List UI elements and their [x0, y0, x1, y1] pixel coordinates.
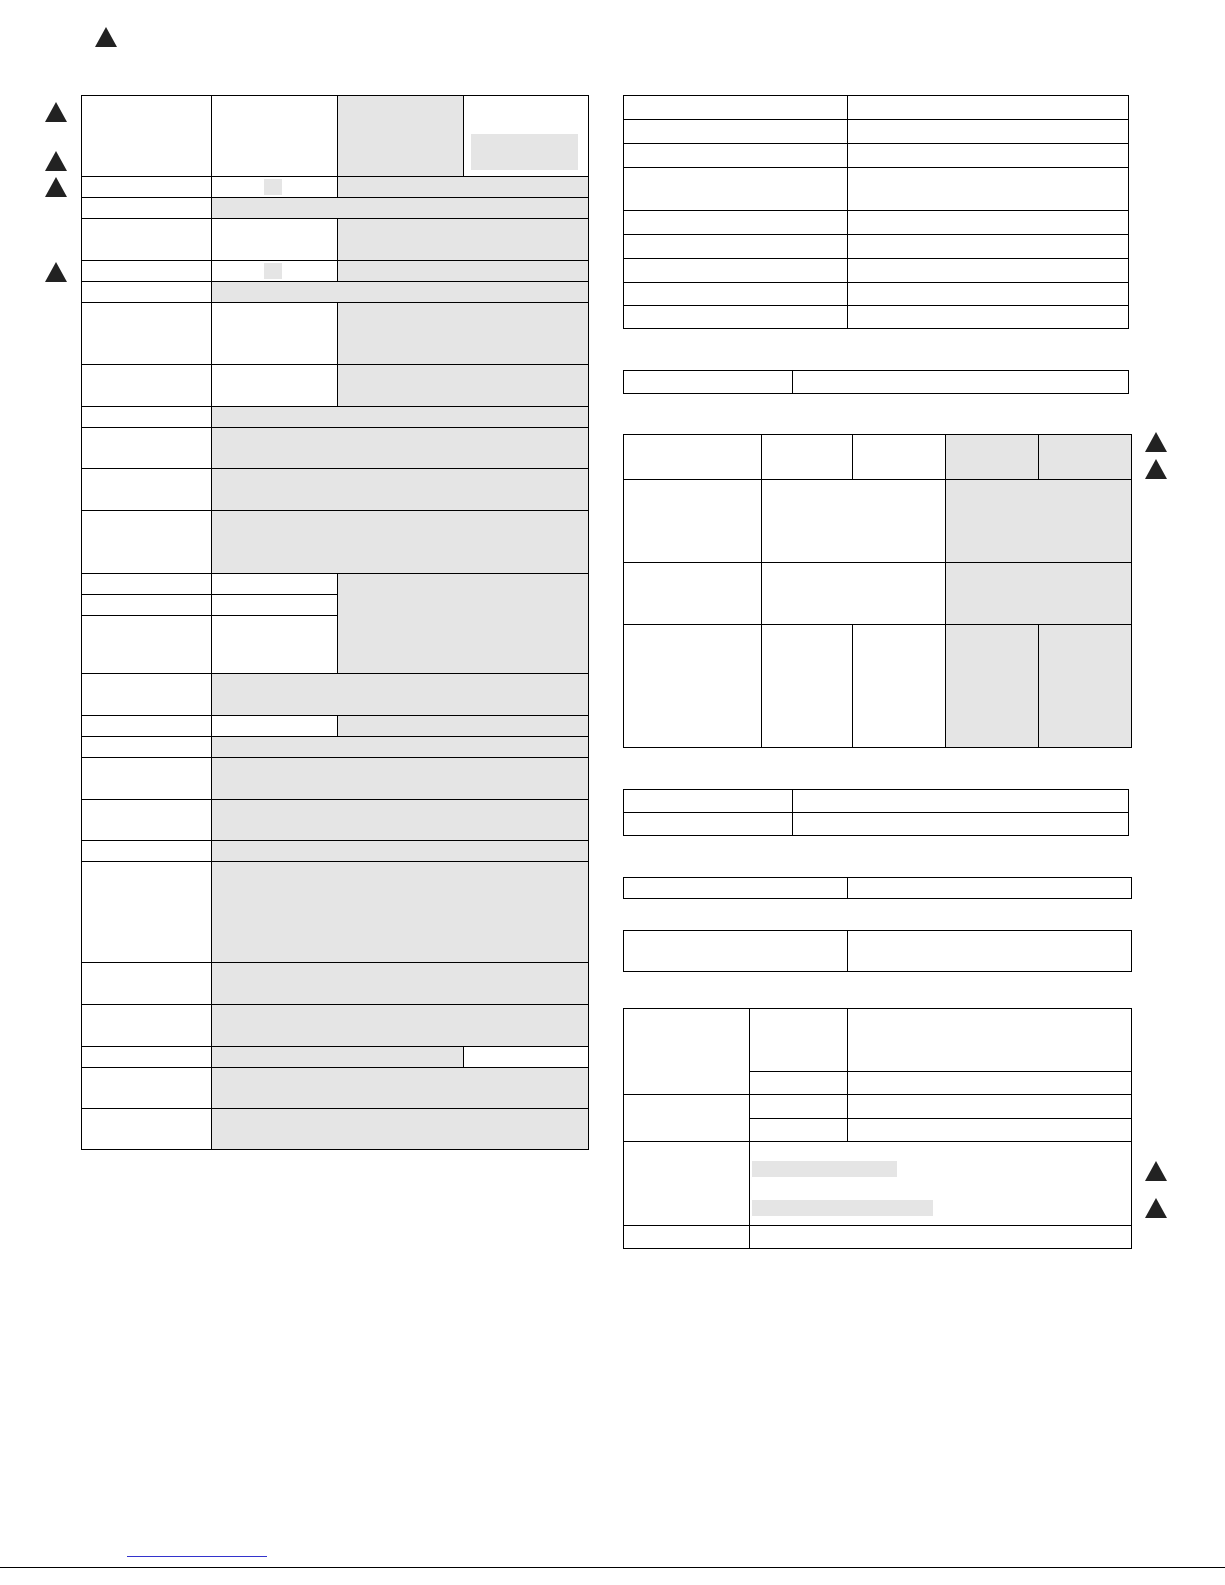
- table-cell: [82, 96, 212, 177]
- table-cell: [1039, 625, 1132, 748]
- table-cell: [848, 1072, 1132, 1095]
- table-cell: [212, 841, 589, 862]
- table-row: [82, 219, 589, 261]
- table-cell: [624, 235, 848, 259]
- table-cell: [848, 1095, 1132, 1119]
- table-cell: [82, 177, 212, 198]
- table-cell: [464, 96, 589, 177]
- table-cell: [750, 1142, 1132, 1226]
- table-cell: [212, 574, 338, 595]
- revision-marker-icon: [45, 102, 67, 122]
- table-cell: [624, 1009, 750, 1095]
- table-cell: [848, 144, 1129, 168]
- table-cell: [762, 480, 946, 563]
- table-cell: [624, 1095, 750, 1142]
- table-cell: [338, 261, 589, 282]
- table-row: [82, 737, 589, 758]
- table-cell: [624, 931, 848, 972]
- revision-marker-icon: [45, 177, 67, 197]
- right-spec-table-1: [623, 95, 1129, 329]
- table-cell: [212, 469, 589, 511]
- table-cell: [212, 303, 338, 365]
- table-cell: [82, 1005, 212, 1047]
- table-cell: [212, 177, 338, 198]
- table-cell: [212, 198, 589, 219]
- right-spec-table-6: [623, 930, 1132, 972]
- table-row: [624, 813, 1129, 836]
- table-cell: [793, 371, 1129, 394]
- table-row: [624, 1142, 1132, 1226]
- table-cell: [212, 219, 338, 261]
- table-row: [624, 306, 1129, 329]
- table-cell: [624, 96, 848, 120]
- revision-marker-icon: [95, 27, 117, 47]
- table-cell: [212, 616, 338, 674]
- table-row: [82, 963, 589, 1005]
- revision-marker-icon: [1145, 432, 1167, 452]
- table-cell: [624, 480, 762, 563]
- table-cell: [212, 758, 589, 800]
- table-cell: [338, 96, 464, 177]
- table-cell: [848, 211, 1129, 235]
- table-cell: [624, 790, 793, 813]
- table-cell: [82, 1068, 212, 1109]
- table-cell: [848, 259, 1129, 283]
- footer-link-underline[interactable]: [127, 1556, 267, 1557]
- table-row: [624, 259, 1129, 283]
- table-row: [82, 469, 589, 511]
- table-cell: [624, 168, 848, 211]
- table-cell: [338, 716, 589, 737]
- table-cell: [82, 841, 212, 862]
- table-cell: [624, 563, 762, 625]
- table-cell: [750, 1095, 848, 1119]
- table-cell: [946, 435, 1039, 480]
- table-row: [624, 931, 1132, 972]
- table-cell: [946, 625, 1039, 748]
- right-spec-table-4: [623, 789, 1129, 836]
- table-cell: [853, 435, 946, 480]
- table-cell: [848, 931, 1132, 972]
- table-cell: [750, 1119, 848, 1142]
- table-cell: [212, 674, 589, 716]
- table-row: [624, 211, 1129, 235]
- table-cell: [848, 96, 1129, 120]
- table-row: [624, 120, 1129, 144]
- table-cell: [338, 177, 589, 198]
- table-row: [624, 563, 1132, 625]
- table-cell: [464, 1047, 589, 1068]
- table-cell: [212, 716, 338, 737]
- table-row: [624, 371, 1129, 394]
- table-cell: [624, 878, 848, 899]
- table-cell: [338, 574, 589, 674]
- table-cell: [624, 306, 848, 329]
- table-cell: [82, 674, 212, 716]
- table-cell: [750, 1072, 848, 1095]
- table-cell: [624, 283, 848, 306]
- table-cell: [212, 1005, 589, 1047]
- table-cell: [212, 1047, 464, 1068]
- shaded-field: [752, 1200, 933, 1216]
- shaded-field: [471, 134, 578, 170]
- table-cell: [212, 261, 338, 282]
- table-row: [82, 511, 589, 574]
- table-cell: [624, 1142, 750, 1226]
- table-cell: [82, 198, 212, 219]
- table-cell: [82, 800, 212, 841]
- table-cell: [82, 595, 212, 616]
- table-cell: [212, 96, 338, 177]
- revision-marker-icon: [1145, 459, 1167, 479]
- table-cell: [82, 737, 212, 758]
- table-cell: [82, 282, 212, 303]
- table-row: [624, 283, 1129, 306]
- table-cell: [762, 563, 946, 625]
- table-cell: [848, 235, 1129, 259]
- table-cell: [624, 144, 848, 168]
- table-cell: [762, 625, 853, 748]
- table-cell: [848, 1119, 1132, 1142]
- revision-marker-icon: [1145, 1198, 1167, 1218]
- table-cell: [793, 790, 1129, 813]
- table-row: [624, 435, 1132, 480]
- table-cell: [212, 595, 338, 616]
- table-cell: [848, 878, 1132, 899]
- table-row: [82, 800, 589, 841]
- table-row: [82, 1109, 589, 1150]
- table-row: [82, 428, 589, 469]
- table-row: [82, 261, 589, 282]
- table-row: [82, 198, 589, 219]
- table-cell: [82, 716, 212, 737]
- table-row: [624, 790, 1129, 813]
- left-spec-table: [81, 95, 589, 1150]
- table-cell: [338, 303, 589, 365]
- table-cell: [82, 469, 212, 511]
- table-cell: [624, 120, 848, 144]
- table-cell: [82, 303, 212, 365]
- table-row: [82, 674, 589, 716]
- right-spec-table-5: [623, 877, 1132, 899]
- table-cell: [848, 120, 1129, 144]
- revision-marker-icon: [1145, 1161, 1167, 1181]
- table-row: [82, 177, 589, 198]
- right-spec-table-2: [623, 370, 1129, 394]
- table-cell: [946, 563, 1132, 625]
- table-row: [624, 1095, 1132, 1119]
- table-cell: [624, 371, 793, 394]
- table-row: [624, 480, 1132, 563]
- table-cell: [624, 211, 848, 235]
- table-row: [82, 1047, 589, 1068]
- table-cell: [624, 625, 762, 748]
- table-cell: [82, 511, 212, 574]
- table-cell: [848, 168, 1129, 211]
- table-cell: [762, 435, 853, 480]
- table-cell: [750, 1226, 1132, 1249]
- table-cell: [82, 862, 212, 963]
- table-cell: [82, 574, 212, 595]
- table-cell: [82, 428, 212, 469]
- revision-marker-icon: [45, 151, 67, 171]
- revision-marker-icon: [45, 262, 67, 282]
- footer-rule: [0, 1567, 1225, 1568]
- table-row: [624, 625, 1132, 748]
- table-cell: [82, 219, 212, 261]
- table-row: [82, 365, 589, 407]
- table-row: [624, 168, 1129, 211]
- table-cell: [82, 365, 212, 407]
- table-cell: [624, 259, 848, 283]
- table-cell: [848, 306, 1129, 329]
- table-cell: [82, 1047, 212, 1068]
- table-cell: [212, 963, 589, 1005]
- table-cell: [82, 616, 212, 674]
- right-spec-table-7: [623, 1008, 1132, 1249]
- table-cell: [82, 261, 212, 282]
- table-cell: [212, 511, 589, 574]
- table-row: [624, 235, 1129, 259]
- shaded-field: [752, 1161, 897, 1177]
- table-row: [82, 758, 589, 800]
- table-cell: [848, 1009, 1132, 1072]
- table-cell: [82, 407, 212, 428]
- table-cell: [212, 737, 589, 758]
- table-cell: [212, 800, 589, 841]
- table-row: [82, 1068, 589, 1109]
- table-row: [82, 96, 589, 177]
- table-cell: [1039, 435, 1132, 480]
- table-cell: [338, 219, 589, 261]
- table-cell: [212, 365, 338, 407]
- right-spec-table-3: [623, 434, 1132, 748]
- table-row: [82, 407, 589, 428]
- table-cell: [212, 1109, 589, 1150]
- table-row: [82, 574, 589, 595]
- table-row: [82, 1005, 589, 1047]
- table-cell: [82, 758, 212, 800]
- table-row: [82, 282, 589, 303]
- table-cell: [793, 813, 1129, 836]
- table-cell: [212, 282, 589, 303]
- table-row: [624, 878, 1132, 899]
- shaded-field: [264, 263, 282, 279]
- table-row: [82, 303, 589, 365]
- table-cell: [848, 283, 1129, 306]
- table-cell: [624, 1226, 750, 1249]
- table-row: [82, 716, 589, 737]
- table-cell: [750, 1009, 848, 1072]
- table-cell: [212, 1068, 589, 1109]
- table-cell: [624, 435, 762, 480]
- table-cell: [82, 963, 212, 1005]
- table-cell: [212, 428, 589, 469]
- table-row: [82, 841, 589, 862]
- table-row: [624, 144, 1129, 168]
- table-row: [624, 1226, 1132, 1249]
- table-cell: [338, 365, 589, 407]
- table-cell: [946, 480, 1132, 563]
- table-cell: [853, 625, 946, 748]
- table-cell: [212, 407, 589, 428]
- table-row: [624, 96, 1129, 120]
- table-row: [82, 862, 589, 963]
- table-cell: [212, 862, 589, 963]
- shaded-field: [264, 179, 282, 195]
- table-row: [624, 1009, 1132, 1072]
- table-cell: [82, 1109, 212, 1150]
- table-cell: [624, 813, 793, 836]
